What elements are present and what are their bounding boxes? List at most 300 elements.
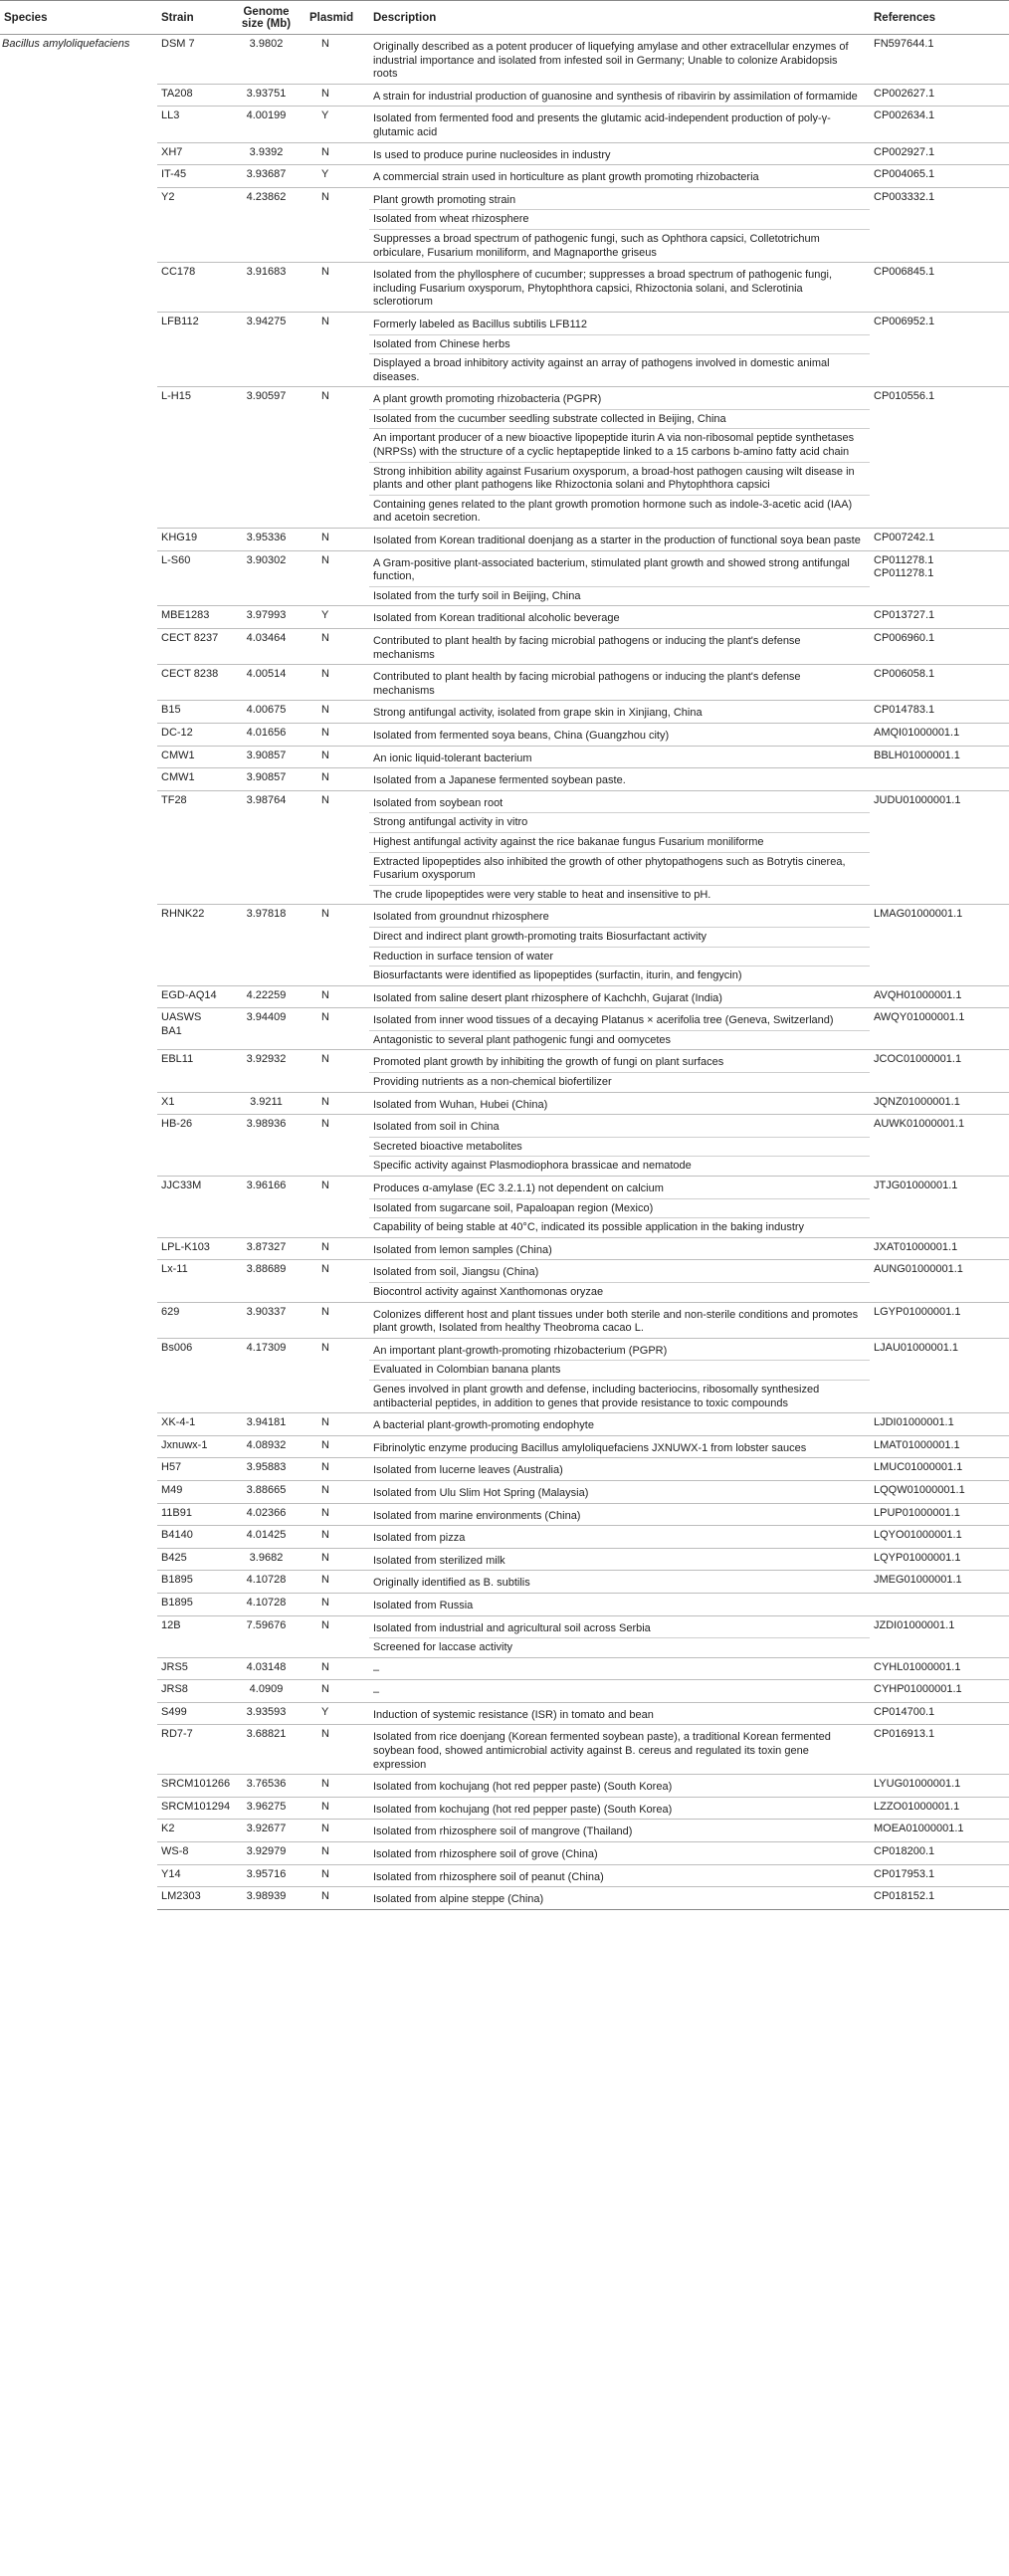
description-cell: [369, 387, 870, 529]
genome-size-cell: 3.92932: [229, 1050, 305, 1092]
reference-cell: [870, 35, 1009, 85]
genome-size-cell: 4.10728: [229, 1571, 305, 1594]
description-line: An important plant-growth-promoting rhizobacterium (PGPR): [369, 1342, 870, 1362]
description-cell: [369, 629, 870, 665]
plasmid-cell: N: [305, 1092, 369, 1115]
description-cell: [369, 985, 870, 1008]
genome-size-cell: 3.95716: [229, 1864, 305, 1887]
strain-cell: B1895: [157, 1571, 229, 1594]
description-cell: [369, 1571, 870, 1594]
strain-cell: DC-12: [157, 723, 229, 746]
description-cell: [369, 1775, 870, 1798]
plasmid-cell: N: [305, 1571, 369, 1594]
description-line: Isolated from alpine steppe (China): [373, 1893, 544, 1906]
reference-cell: [870, 1615, 1009, 1657]
reference-cell: [870, 665, 1009, 701]
genome-size-cell: 4.01425: [229, 1526, 305, 1549]
plasmid-cell: N: [305, 1008, 369, 1050]
description-line: Isolated from soybean root: [369, 794, 870, 814]
description-line: Promoted plant growth by inhibiting the growth of fungi on plant surfaces: [369, 1053, 870, 1073]
description-cell: [369, 1842, 870, 1865]
reference-accession: CP018200.1: [874, 1845, 935, 1858]
strain-cell: LM2303: [157, 1887, 229, 1910]
reference-cell: [870, 312, 1009, 386]
description-cell: [369, 165, 870, 188]
plasmid-cell: N: [305, 1548, 369, 1571]
genome-size-cell: 3.93687: [229, 165, 305, 188]
reference-cell: [870, 1571, 1009, 1594]
strain-cell: HB-26: [157, 1115, 229, 1177]
description-line: Displayed a broad inhibitory activity against an array of pathogens involved in domestic animal diseases.: [373, 357, 830, 383]
plasmid-cell: N: [305, 1458, 369, 1481]
description-line: Isolated from Russia: [373, 1599, 474, 1611]
genome-size-cell: 3.9211: [229, 1092, 305, 1115]
description-cell: [369, 606, 870, 629]
reference-accession: CP011278.1: [874, 553, 934, 566]
description-line: A Gram-positive plant-associated bacterium, stimulated plant growth and showed strong antifungal function,: [369, 554, 870, 587]
strain-cell: CECT 8237: [157, 629, 229, 665]
reference-accession: CP007242.1: [874, 532, 935, 544]
description-cell: [369, 187, 870, 262]
reference-accession: JTJG01000001.1: [874, 1180, 958, 1192]
reference-accession: CP014700.1: [874, 1705, 935, 1718]
description-line: Originally described as a potent producer of liquefying amylase and other extracellular enzymes of industrial importance and isolated from infested soil in Germany; Unable to colonize Arabidopsis roots: [373, 41, 849, 81]
reference-accession: CP016913.1: [874, 1728, 935, 1741]
strain-cell: DSM 7: [157, 35, 229, 85]
description-line: –: [373, 1686, 380, 1699]
strain-cell: 11B91: [157, 1503, 229, 1526]
strain-cell: CMW1: [157, 768, 229, 791]
description-cell: [369, 142, 870, 165]
plasmid-cell: N: [305, 1338, 369, 1412]
reference-accession: AUNG01000001.1: [874, 1263, 963, 1276]
description-line: Isolated from the phyllosphere of cucumber; suppresses a broad spectrum of pathogenic fungi, including Fusarium oxysporum, Phytophthora capsici, Rhizoctonia solani, and Sclerotinia sclerotiorum: [373, 269, 833, 309]
reference-accession: CP002634.1: [874, 109, 935, 122]
genome-size-cell: 4.00675: [229, 701, 305, 724]
species-name: Bacillus amyloliquefaciens: [2, 38, 130, 50]
description-line: Strong antifungal activity, isolated from grape skin in Xinjiang, China: [373, 707, 703, 720]
description-line: Isolated from soil, Jiangsu (China): [369, 1263, 870, 1283]
genome-size-cell: 4.22259: [229, 985, 305, 1008]
description-cell: [369, 1177, 870, 1238]
reference-accession: CP003332.1: [874, 190, 935, 203]
description-cell: [369, 905, 870, 985]
plasmid-cell: N: [305, 35, 369, 85]
description-line: Isolated from Korean traditional doenjang as a starter in the production of functional soya bean paste: [373, 535, 861, 547]
strain-cell: TA208: [157, 84, 229, 107]
plasmid-cell: Y: [305, 107, 369, 142]
genome-size-cell: 4.02366: [229, 1503, 305, 1526]
reference-accession: LQYO01000001.1: [874, 1529, 962, 1542]
plasmid-cell: N: [305, 1480, 369, 1503]
description-line: Is used to produce purine nucleosides in industry: [373, 148, 611, 161]
genome-size-cell: 4.17309: [229, 1338, 305, 1412]
genome-size-cell: 3.76536: [229, 1775, 305, 1798]
reference-cell: [870, 723, 1009, 746]
description-cell: [369, 1887, 870, 1910]
strain-cell: JRS5: [157, 1657, 229, 1680]
plasmid-cell: N: [305, 1526, 369, 1549]
description-cell: [369, 1338, 870, 1412]
genome-size-cell: 3.90302: [229, 550, 305, 606]
reference-cell: [870, 1458, 1009, 1481]
description-line: Isolated from rhizosphere soil of grove (China): [373, 1848, 598, 1861]
description-line: Isolated from inner wood tissues of a decaying Platanus × acerifolia tree (Geneva, Switzerland): [369, 1011, 870, 1031]
description-line: Isolated from rhizosphere soil of peanut (China): [373, 1870, 604, 1883]
description-line: Isolated from saline desert plant rhizosphere of Kachchh, Gujarat (India): [373, 991, 722, 1004]
strain-cell: L-S60: [157, 550, 229, 606]
genome-size-cell: 4.03464: [229, 629, 305, 665]
description-line: Isolated from sterilized milk: [373, 1554, 505, 1567]
reference-accession: CP013727.1: [874, 609, 935, 622]
reference-cell: [870, 746, 1009, 768]
plasmid-cell: N: [305, 1657, 369, 1680]
reference-cell: [870, 768, 1009, 791]
genome-size-cell: 3.88665: [229, 1480, 305, 1503]
reference-accession: LGYP01000001.1: [874, 1305, 961, 1318]
description-cell: [369, 263, 870, 313]
plasmid-cell: N: [305, 1413, 369, 1436]
reference-accession: JUDU01000001.1: [874, 793, 961, 806]
strain-cell: UASWS BA1: [157, 1008, 229, 1050]
header-plasmid: Plasmid: [305, 1, 369, 35]
plasmid-cell: N: [305, 723, 369, 746]
description-line: Direct and indirect plant growth-promoting traits Biosurfactant activity: [369, 928, 870, 948]
genome-size-cell: 3.96275: [229, 1797, 305, 1820]
description-line: Induction of systemic resistance (ISR) in tomato and bean: [373, 1708, 654, 1721]
genome-size-cell: 3.9392: [229, 142, 305, 165]
description-cell: [369, 107, 870, 142]
genome-size-cell: 3.90857: [229, 746, 305, 768]
description-cell: [369, 1458, 870, 1481]
genome-size-cell: 3.88689: [229, 1260, 305, 1302]
reference-cell: [870, 84, 1009, 107]
strain-cell: S499: [157, 1702, 229, 1725]
description-line: Colonizes different host and plant tissues under both sterile and non-sterile conditions and promotes plant growth, Isolated from healthy Theobroma cacao L.: [373, 1308, 859, 1335]
description-cell: [369, 1797, 870, 1820]
strain-cell: TF28: [157, 790, 229, 905]
plasmid-cell: Y: [305, 1702, 369, 1725]
genome-size-cell: 4.08932: [229, 1435, 305, 1458]
description-line: The crude lipopeptides were very stable to heat and insensitive to pH.: [373, 888, 711, 901]
strain-cell: 629: [157, 1302, 229, 1338]
header-strain: Strain: [157, 1, 229, 35]
plasmid-cell: N: [305, 1593, 369, 1615]
strain-cell: JRS8: [157, 1680, 229, 1703]
reference-accession: CP004065.1: [874, 168, 935, 181]
genome-size-cell: 4.23862: [229, 187, 305, 262]
reference-cell: [870, 606, 1009, 629]
plasmid-cell: Y: [305, 606, 369, 629]
description-line: A bacterial plant-growth-promoting endophyte: [373, 1419, 594, 1432]
reference-accession: CP006058.1: [874, 668, 935, 681]
table-row: [0, 35, 1009, 85]
reference-accession: JQNZ01000001.1: [874, 1095, 960, 1108]
genome-size-cell: 3.98939: [229, 1887, 305, 1910]
reference-accession: JMEG01000001.1: [874, 1574, 962, 1587]
reference-accession: CP006952.1: [874, 315, 935, 327]
description-line: –: [373, 1663, 380, 1676]
strain-cell: LPL-K103: [157, 1237, 229, 1260]
description-cell: [369, 1092, 870, 1115]
plasmid-cell: N: [305, 1435, 369, 1458]
strain-cell: IT-45: [157, 165, 229, 188]
description-cell: [369, 1302, 870, 1338]
reference-cell: [870, 1842, 1009, 1865]
plasmid-cell: N: [305, 1725, 369, 1775]
reference-cell: [870, 1480, 1009, 1503]
reference-accession: AUWK01000001.1: [874, 1118, 965, 1131]
reference-accession: CP006845.1: [874, 266, 935, 279]
strain-cell: L-H15: [157, 387, 229, 529]
reference-cell: [870, 1702, 1009, 1725]
reference-cell: [870, 165, 1009, 188]
description-line: Isolated from wheat rhizosphere: [369, 210, 870, 230]
description-cell: [369, 701, 870, 724]
reference-cell: [870, 629, 1009, 665]
reference-accession: BBLH01000001.1: [874, 749, 960, 761]
description-cell: [369, 529, 870, 551]
strain-cell: EGD-AQ14: [157, 985, 229, 1008]
reference-accession: LJAU01000001.1: [874, 1341, 959, 1354]
genome-size-cell: 3.94275: [229, 312, 305, 386]
description-line: Specific activity against Plasmodiophora brassicae and nematode: [373, 1160, 692, 1173]
reference-cell: [870, 1413, 1009, 1436]
plasmid-cell: Y: [305, 165, 369, 188]
reference-accession: FN597644.1: [874, 38, 934, 50]
reference-accession: AWQY01000001.1: [874, 1011, 965, 1024]
description-line: Produces α-amylase (EC 3.2.1.1) not dependent on calcium: [369, 1180, 870, 1199]
genome-size-cell: 4.01656: [229, 723, 305, 746]
description-line: Isolated from kochujang (hot red pepper paste) (South Korea): [373, 1803, 673, 1816]
reference-accession: MOEA01000001.1: [874, 1823, 964, 1835]
species-cell: [0, 35, 157, 1910]
description-line: Strong inhibition ability against Fusarium oxysporum, a broad-host pathogen causing wilt disease in plants and other plant pathogens like Rhizoctonia solani and Phytophthora capsici: [369, 463, 870, 496]
strain-cell: Y2: [157, 187, 229, 262]
description-cell: [369, 1435, 870, 1458]
description-line: An important producer of a new bioactive lipopeptide iturin A via non-ribosomal peptide synthetases (NRPSs) with the structure of a cyclic heptapeptide linked to a 15 carbons b-amino fatty acid chain: [369, 429, 870, 462]
reference-cell: [870, 1775, 1009, 1798]
header-description: Description: [369, 1, 870, 35]
reference-cell: [870, 1887, 1009, 1910]
plasmid-cell: N: [305, 985, 369, 1008]
genome-size-cell: 3.95883: [229, 1458, 305, 1481]
reference-accession: JCOC01000001.1: [874, 1053, 962, 1066]
reference-cell: [870, 387, 1009, 529]
strain-cell: Lx-11: [157, 1260, 229, 1302]
reference-accession: CP006960.1: [874, 632, 935, 644]
reference-accession: [874, 1597, 1003, 1610]
reference-accession: CP002627.1: [874, 87, 935, 100]
strain-cell: K2: [157, 1820, 229, 1842]
genome-size-cell: 3.97818: [229, 905, 305, 985]
description-cell: [369, 550, 870, 606]
reference-accession: JXAT01000001.1: [874, 1240, 958, 1253]
description-cell: [369, 1548, 870, 1571]
description-cell: [369, 1503, 870, 1526]
description-line: Isolated from Ulu Slim Hot Spring (Malaysia): [373, 1486, 589, 1499]
plasmid-cell: N: [305, 1820, 369, 1842]
description-line: Isolated from a Japanese fermented soybean paste.: [373, 774, 626, 787]
description-line: Isolated from the cucumber seedling substrate collected in Beijing, China: [369, 410, 870, 430]
reference-cell: [870, 1115, 1009, 1177]
description-cell: [369, 746, 870, 768]
plasmid-cell: N: [305, 550, 369, 606]
reference-accession: LPUP01000001.1: [874, 1506, 960, 1519]
reference-cell: [870, 985, 1009, 1008]
genome-size-cell: 3.93593: [229, 1702, 305, 1725]
description-cell: [369, 665, 870, 701]
reference-accession: LJDI01000001.1: [874, 1416, 954, 1429]
reference-accession: CP010556.1: [874, 390, 935, 403]
description-line: Contributed to plant health by facing microbial pathogens or inducing the plant's defense mechanisms: [373, 635, 801, 661]
description-line: Isolated from lucerne leaves (Australia): [373, 1464, 563, 1477]
description-cell: [369, 723, 870, 746]
reference-accession: LQYP01000001.1: [874, 1551, 961, 1564]
description-line: Biocontrol activity against Xanthomonas oryzae: [373, 1286, 604, 1298]
reference-accession: AVQH01000001.1: [874, 988, 962, 1001]
reference-accession: LQQW01000001.1: [874, 1483, 965, 1496]
reference-cell: [870, 790, 1009, 905]
description-cell: [369, 1237, 870, 1260]
genome-size-cell: 3.94181: [229, 1413, 305, 1436]
header-genome-size: Genome size (Mb): [229, 1, 305, 35]
reference-cell: [870, 107, 1009, 142]
reference-accession: CYHP01000001.1: [874, 1683, 962, 1696]
reference-cell: [870, 550, 1009, 606]
reference-accession: CP011278.1: [874, 567, 934, 580]
reference-accession: LMAG01000001.1: [874, 908, 963, 921]
plasmid-cell: N: [305, 905, 369, 985]
genome-size-cell: 3.9802: [229, 35, 305, 85]
plasmid-cell: N: [305, 1302, 369, 1338]
reference-cell: [870, 1177, 1009, 1238]
description-line: Isolated from Wuhan, Hubei (China): [373, 1098, 548, 1111]
reference-cell: [870, 1725, 1009, 1775]
description-line: Isolated from sugarcane soil, Papaloapan region (Mexico): [369, 1199, 870, 1219]
description-cell: [369, 1480, 870, 1503]
description-line: Plant growth promoting strain: [369, 191, 870, 211]
reference-cell: [870, 1008, 1009, 1050]
genome-size-cell: 4.00514: [229, 665, 305, 701]
reference-cell: [870, 1435, 1009, 1458]
reference-accession: CP014783.1: [874, 704, 935, 717]
reference-cell: [870, 1864, 1009, 1887]
plasmid-cell: N: [305, 1842, 369, 1865]
description-line: Contributed to plant health by facing microbial pathogens or inducing the plant's defense mechanisms: [373, 671, 801, 697]
description-line: Isolated from rhizosphere soil of mangrove (Thailand): [373, 1825, 633, 1838]
strain-cell: B4140: [157, 1526, 229, 1549]
strain-cell: RHNK22: [157, 905, 229, 985]
description-cell: [369, 1260, 870, 1302]
strain-cell: LL3: [157, 107, 229, 142]
genome-size-cell: 3.92979: [229, 1842, 305, 1865]
reference-cell: [870, 1526, 1009, 1549]
reference-cell: [870, 1503, 1009, 1526]
description-cell: [369, 1008, 870, 1050]
strain-cell: X1: [157, 1092, 229, 1115]
reference-cell: [870, 1593, 1009, 1615]
strain-cell: CC178: [157, 263, 229, 313]
description-line: An ionic liquid-tolerant bacterium: [373, 751, 532, 764]
genome-size-cell: 3.68821: [229, 1725, 305, 1775]
strain-cell: B425: [157, 1548, 229, 1571]
description-line: Isolated from pizza: [373, 1532, 466, 1545]
description-line: Isolated from groundnut rhizosphere: [369, 908, 870, 928]
strain-cell: KHG19: [157, 529, 229, 551]
plasmid-cell: N: [305, 1115, 369, 1177]
strain-cell: M49: [157, 1480, 229, 1503]
strain-cell: WS-8: [157, 1842, 229, 1865]
genome-size-cell: 4.0909: [229, 1680, 305, 1703]
reference-accession: [874, 771, 1003, 785]
description-line: Providing nutrients as a non-chemical biofertilizer: [373, 1076, 612, 1089]
description-line: Isolated from marine environments (China): [373, 1509, 581, 1522]
plasmid-cell: N: [305, 1615, 369, 1657]
strain-cell: H57: [157, 1458, 229, 1481]
description-line: Isolated from Korean traditional alcoholic beverage: [373, 612, 620, 625]
reference-accession: CP002927.1: [874, 145, 935, 158]
plasmid-cell: N: [305, 84, 369, 107]
reference-cell: [870, 263, 1009, 313]
reference-accession: LMUC01000001.1: [874, 1461, 963, 1474]
strain-cell: B15: [157, 701, 229, 724]
reference-accession: LYUG01000001.1: [874, 1778, 961, 1791]
description-cell: [369, 1820, 870, 1842]
description-line: Containing genes related to the plant growth promotion hormone such as indole-3-acetic acid (IAA) and acetoin secretion.: [373, 498, 853, 525]
table-body: [0, 35, 1009, 1910]
description-line: Isolated from fermented soya beans, China (Guangzhou city): [373, 729, 670, 742]
plasmid-cell: N: [305, 629, 369, 665]
plasmid-cell: N: [305, 1050, 369, 1092]
genome-size-cell: 3.93751: [229, 84, 305, 107]
strain-cell: CMW1: [157, 746, 229, 768]
description-line: Antagonistic to several plant pathogenic fungi and oomycetes: [373, 1033, 672, 1046]
genome-size-cell: 3.97993: [229, 606, 305, 629]
header-species: Species: [0, 1, 157, 35]
reference-cell: [870, 1797, 1009, 1820]
reference-cell: [870, 1302, 1009, 1338]
reference-cell: [870, 701, 1009, 724]
description-cell: [369, 312, 870, 386]
description-line: Isolated from Chinese herbs: [369, 335, 870, 355]
strain-cell: LFB112: [157, 312, 229, 386]
genome-size-cell: 3.98936: [229, 1115, 305, 1177]
description-line: Strong antifungal activity in vitro: [369, 813, 870, 833]
plasmid-cell: N: [305, 1237, 369, 1260]
description-line: Isolated from fermented food and presents the glutamic acid-independent production of poly-γ-glutamic acid: [373, 112, 831, 138]
description-cell: [369, 1702, 870, 1725]
description-line: Suppresses a broad spectrum of pathogenic fungi, such as Ophthora capsici, Colletotrichum orbiculare, Fusarium moniliform, and Magnaporthe griseus: [373, 232, 820, 259]
plasmid-cell: N: [305, 529, 369, 551]
plasmid-cell: N: [305, 1260, 369, 1302]
genome-size-cell: 3.96166: [229, 1177, 305, 1238]
description-line: Isolated from the turfy soil in Beijing, China: [373, 589, 581, 602]
reference-cell: [870, 1820, 1009, 1842]
genome-size-cell: 3.9682: [229, 1548, 305, 1571]
plasmid-cell: N: [305, 746, 369, 768]
description-cell: [369, 1593, 870, 1615]
genome-size-cell: 4.00199: [229, 107, 305, 142]
description-line: Isolated from kochujang (hot red pepper paste) (South Korea): [373, 1781, 673, 1794]
reference-accession: LMAT01000001.1: [874, 1438, 960, 1451]
description-line: Highest antifungal activity against the rice bakanae fungus Fusarium moniliforme: [369, 833, 870, 853]
plasmid-cell: N: [305, 790, 369, 905]
description-line: Screened for laccase activity: [373, 1641, 513, 1654]
description-cell: [369, 768, 870, 791]
description-line: A plant growth promoting rhizobacteria (PGPR): [369, 390, 870, 410]
description-cell: [369, 1725, 870, 1775]
